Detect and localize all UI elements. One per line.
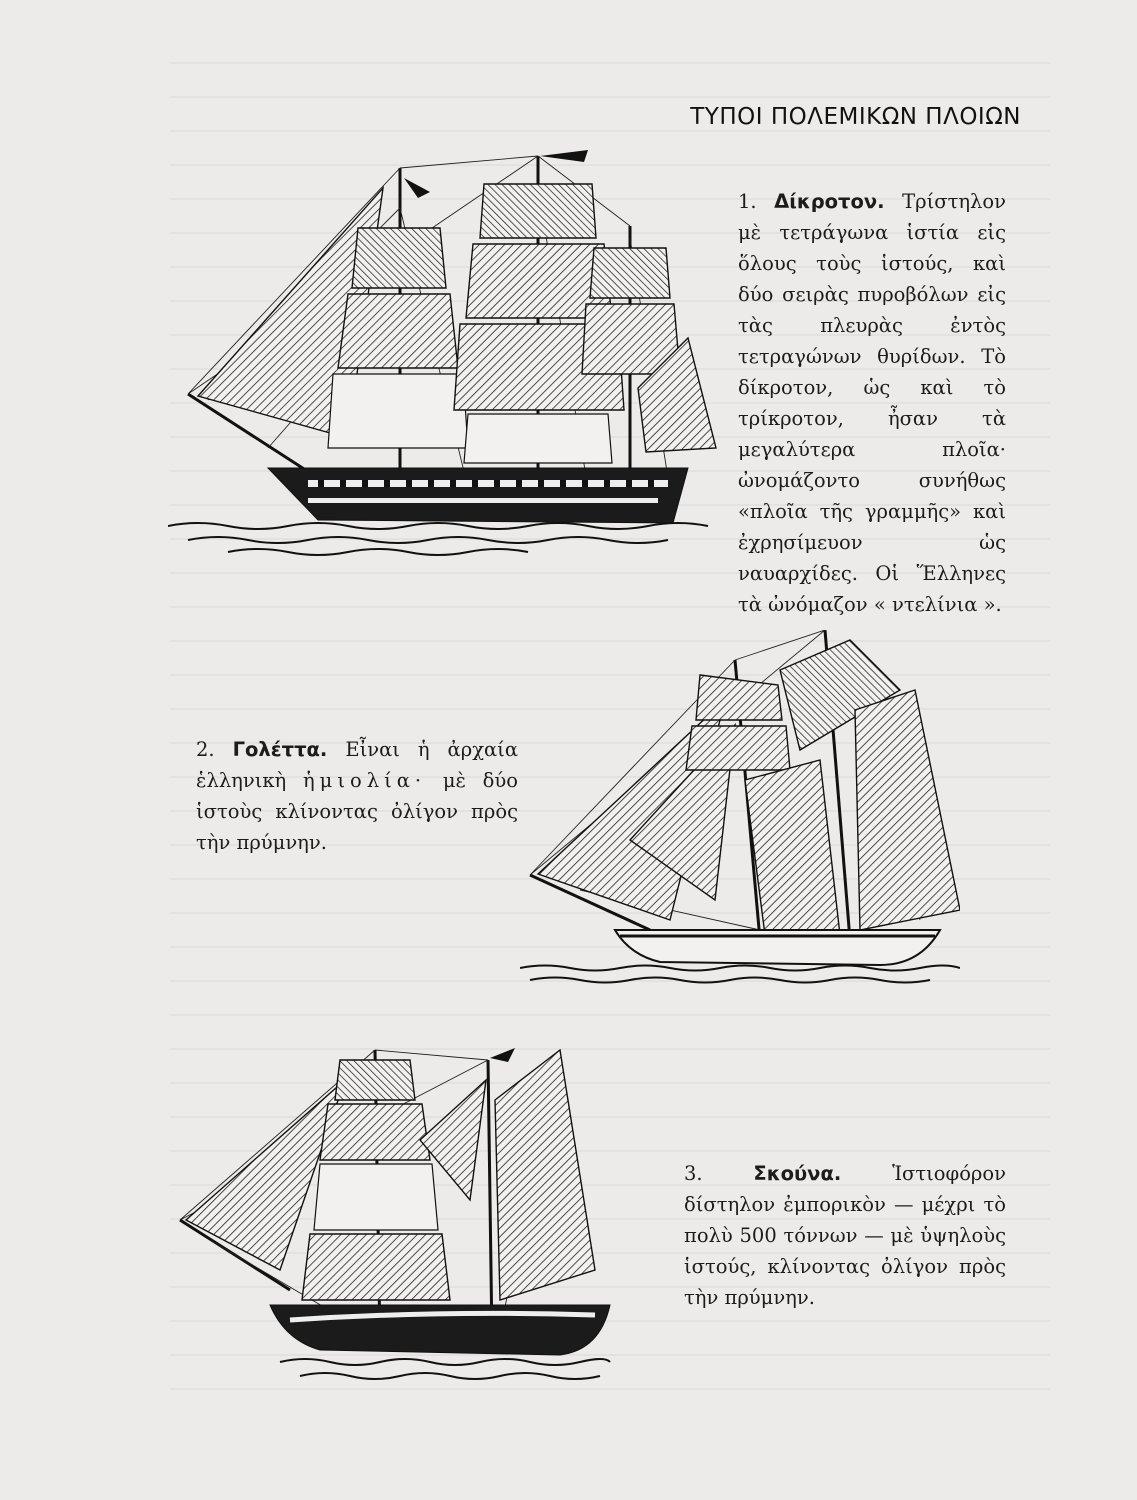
caption-number: 2. [196, 738, 215, 761]
caption-text-after: μὲ δύο ἱστοὺς κλίνοντας ὀλίγον πρὸς τὴν πρύμνην. [196, 769, 518, 854]
caption-term: Γολέττα. [232, 738, 328, 761]
caption-number: 3. [684, 1162, 703, 1185]
goletta-illustration [520, 630, 960, 990]
caption-text-before: Εἶναι ἡ ἀρχαία ἑλληνικὴ [196, 738, 518, 792]
caption-text: Ἱστιοφόρον δίστηλον ἐμπορικὸν — μέχρι τὸ πολὺ 500 τόννων — μὲ ὑψηλοὺς ἱστούς, κλίνοντας ὀλίγον πρὸς τὴν πρύμνην. [684, 1162, 1006, 1309]
caption-number: 1. [738, 190, 757, 213]
caption-dikroton [738, 186, 1006, 620]
page-title: ΤΥΠΟΙ ΠΟΛΕΜΙΚΩΝ ΠΛΟΙΩΝ [690, 104, 1021, 130]
ship-of-the-line-illustration [168, 148, 728, 568]
caption-term: Σκούνα. [753, 1162, 842, 1185]
caption-term: Δίκροτον. [774, 190, 885, 213]
caption-goletta [196, 734, 518, 858]
caption-text-spaced: ἡμιολία· [302, 769, 427, 792]
caption-text: Τρίστηλον μὲ τετράγωνα ἱστία εἰς ὅλους τοὺς ἱστούς, καὶ δύο σειρὰς πυροβόλων εἰς τὰς πλευρὰς ἐντὸς τετραγώνων θυρίδων. Τὸ δίκροτον, ὡς καὶ τὸ τρίκροτον, ἦσαν τὰ μεγαλύτερα πλοῖα· ὠνομάζοντο συνήθως «πλοῖα τῆς γραμμῆς» καὶ ἐχρησίμευον ὡς ναυαρχίδες. Οἱ Ἕλληνες τὰ ὠνόμαζον « ντελίνια ». [738, 190, 1006, 616]
skouna-illustration [170, 1040, 630, 1400]
caption-skouna [684, 1158, 1006, 1313]
